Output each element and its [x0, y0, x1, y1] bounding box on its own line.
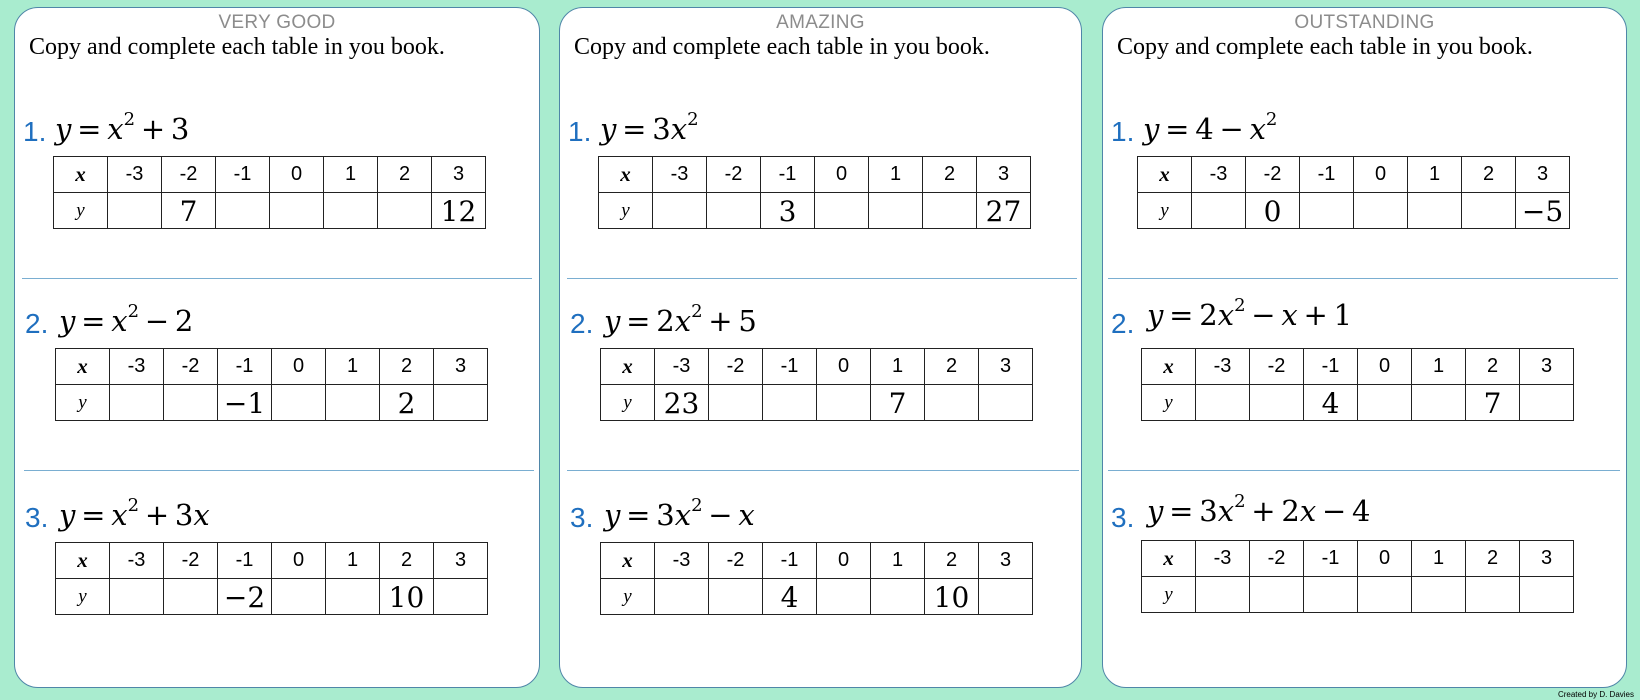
question-number: 2. [1111, 308, 1135, 339]
question-number: 3. [25, 502, 49, 533]
y-value-cell [378, 193, 432, 229]
y-value-cell [1304, 577, 1358, 613]
y-header: y [601, 579, 655, 615]
x-value-cell: 3 [979, 349, 1033, 385]
x-value-cell: 1 [324, 157, 378, 193]
x-value-cell: -2 [1250, 349, 1304, 385]
y-value-cell [709, 385, 763, 421]
x-value-cell: -3 [1192, 157, 1246, 193]
x-value-cell: -1 [761, 157, 815, 193]
question-number: 1. [23, 116, 47, 147]
x-value-cell: -3 [1196, 541, 1250, 577]
y-value-cell [1462, 193, 1516, 229]
question-number: 1. [568, 116, 592, 147]
x-value-cell: 2 [925, 543, 979, 579]
y-value-cell [1520, 577, 1574, 613]
x-value-cell: -3 [653, 157, 707, 193]
x-value-cell: -3 [110, 543, 164, 579]
x-value-cell: 0 [815, 157, 869, 193]
panel-title: AMAZING [776, 12, 865, 33]
y-value-cell [434, 579, 488, 615]
y-row [601, 385, 1033, 421]
x-value-cell: -2 [164, 543, 218, 579]
x-value-cell: 2 [380, 349, 434, 385]
x-header: x [1142, 541, 1196, 577]
y-value-cell [1250, 385, 1304, 421]
x-value-cell: -1 [763, 349, 817, 385]
y-value-cell [653, 193, 707, 229]
values-table [1137, 156, 1570, 229]
x-row [1142, 541, 1574, 577]
x-value-cell: 2 [1466, 541, 1520, 577]
y-value-cell: −1 [218, 385, 272, 421]
equation: y = $3x^2$ + 2x − 4 [1147, 491, 1371, 528]
y-header: y [1142, 577, 1196, 613]
x-row [1142, 349, 1574, 385]
y-value-cell [815, 193, 869, 229]
x-value-cell: 0 [270, 157, 324, 193]
divider [24, 470, 534, 471]
x-header: x [1138, 157, 1192, 193]
x-value-cell: 3 [1520, 349, 1574, 385]
y-value-cell [1358, 385, 1412, 421]
y-value-cell [817, 579, 871, 615]
y-header: y [54, 193, 108, 229]
x-value-cell: 0 [1358, 349, 1412, 385]
x-row [599, 157, 1031, 193]
y-value-cell: 7 [871, 385, 925, 421]
y-value-cell: 10 [925, 579, 979, 615]
y-value-cell [1192, 193, 1246, 229]
x-value-cell: -1 [218, 349, 272, 385]
values-table [598, 156, 1031, 229]
x-value-cell: 2 [1462, 157, 1516, 193]
x-value-cell: 3 [1520, 541, 1574, 577]
x-header: x [601, 349, 655, 385]
instruction-text: Copy and complete each table in you book. [29, 34, 445, 60]
y-value-cell [979, 385, 1033, 421]
equation: y = $x^2$ + 3 [55, 109, 190, 146]
y-row [1142, 577, 1574, 613]
y-value-cell: 0 [1246, 193, 1300, 229]
values-table [1141, 540, 1574, 613]
x-header: x [56, 349, 110, 385]
x-value-cell: 3 [432, 157, 486, 193]
y-value-cell: 4 [763, 579, 817, 615]
x-row [1138, 157, 1570, 193]
equation: y = $2x^2$ + 5 [604, 301, 757, 338]
x-value-cell: 1 [326, 543, 380, 579]
panel-very-good [14, 7, 540, 688]
y-value-cell [709, 579, 763, 615]
y-value-cell [871, 579, 925, 615]
x-value-cell: 2 [1466, 349, 1520, 385]
y-value-cell: 2 [380, 385, 434, 421]
question-number: 3. [1111, 502, 1135, 533]
values-table [600, 348, 1033, 421]
y-value-cell: 10 [380, 579, 434, 615]
y-value-cell [1300, 193, 1354, 229]
y-value-cell [110, 579, 164, 615]
x-value-cell: 0 [817, 543, 871, 579]
x-header: x [601, 543, 655, 579]
y-value-cell: 4 [1304, 385, 1358, 421]
question-number: 2. [570, 308, 594, 339]
y-value-cell: 23 [655, 385, 709, 421]
equation: y = $3x^2$ − x [604, 495, 755, 532]
y-row [599, 193, 1031, 229]
x-value-cell: 1 [871, 543, 925, 579]
y-value-cell [272, 579, 326, 615]
x-value-cell: -1 [216, 157, 270, 193]
y-header: y [601, 385, 655, 421]
divider [1108, 470, 1620, 471]
x-header: x [599, 157, 653, 193]
x-value-cell: 1 [1412, 349, 1466, 385]
equation: y = $x^2$ + 3x [59, 495, 210, 532]
x-row [56, 349, 488, 385]
x-row [56, 543, 488, 579]
values-table [1141, 348, 1574, 421]
x-row [601, 543, 1033, 579]
x-value-cell: -3 [655, 349, 709, 385]
x-value-cell: -1 [1304, 541, 1358, 577]
y-value-cell [1412, 385, 1466, 421]
panel-title: OUTSTANDING [1294, 12, 1435, 33]
y-value-cell [923, 193, 977, 229]
y-header: y [56, 579, 110, 615]
y-row [601, 579, 1033, 615]
y-value-cell [1196, 385, 1250, 421]
x-value-cell: -2 [164, 349, 218, 385]
y-value-cell [1412, 577, 1466, 613]
x-row [601, 349, 1033, 385]
y-value-cell [763, 385, 817, 421]
x-value-cell: -2 [707, 157, 761, 193]
x-value-cell: -3 [655, 543, 709, 579]
y-value-cell [1354, 193, 1408, 229]
y-row [56, 385, 488, 421]
x-value-cell: 2 [925, 349, 979, 385]
y-value-cell [979, 579, 1033, 615]
question-number: 1. [1111, 116, 1135, 147]
x-value-cell: -2 [709, 349, 763, 385]
y-value-cell [869, 193, 923, 229]
x-value-cell: -2 [162, 157, 216, 193]
x-value-cell: 0 [1358, 541, 1412, 577]
y-value-cell [216, 193, 270, 229]
y-value-cell [272, 385, 326, 421]
y-value-cell [434, 385, 488, 421]
x-value-cell: 0 [1354, 157, 1408, 193]
divider [567, 470, 1079, 471]
x-value-cell: -3 [110, 349, 164, 385]
y-value-cell [1250, 577, 1304, 613]
y-row [1142, 385, 1574, 421]
values-table [55, 348, 488, 421]
y-row [56, 579, 488, 615]
y-value-cell: −5 [1516, 193, 1570, 229]
x-value-cell: -1 [1300, 157, 1354, 193]
x-value-cell: -1 [763, 543, 817, 579]
x-value-cell: -1 [218, 543, 272, 579]
equation: y = $2x^2$ − x + 1 [1147, 295, 1353, 332]
y-header: y [56, 385, 110, 421]
y-value-cell: 12 [432, 193, 486, 229]
y-value-cell [326, 579, 380, 615]
credit-text: Created by D. Davies [1557, 690, 1634, 699]
divider [22, 278, 532, 279]
x-value-cell: 3 [434, 543, 488, 579]
x-value-cell: -2 [1246, 157, 1300, 193]
values-table [55, 542, 488, 615]
y-value-cell: 3 [761, 193, 815, 229]
x-value-cell: 3 [1516, 157, 1570, 193]
x-value-cell: -3 [108, 157, 162, 193]
y-value-cell [1358, 577, 1412, 613]
question-number: 3. [570, 502, 594, 533]
question-number: 2. [25, 308, 49, 339]
x-value-cell: 1 [1408, 157, 1462, 193]
instruction-text: Copy and complete each table in you book. [574, 34, 990, 60]
x-value-cell: 1 [1412, 541, 1466, 577]
y-value-cell [108, 193, 162, 229]
y-value-cell [110, 385, 164, 421]
panel-title: VERY GOOD [218, 12, 336, 33]
x-header: x [54, 157, 108, 193]
equation: y = 4 − $x^2$ [1143, 109, 1278, 146]
y-header: y [1142, 385, 1196, 421]
y-value-cell [1466, 577, 1520, 613]
y-value-cell [1196, 577, 1250, 613]
x-value-cell: 3 [979, 543, 1033, 579]
x-row [54, 157, 486, 193]
x-header: x [1142, 349, 1196, 385]
values-table [53, 156, 486, 229]
panel-amazing [559, 7, 1082, 688]
x-value-cell: 3 [434, 349, 488, 385]
equation: y = $x^2$ − 2 [59, 301, 194, 338]
divider [567, 278, 1077, 279]
y-value-cell: 27 [977, 193, 1031, 229]
x-value-cell: -2 [709, 543, 763, 579]
x-value-cell: 1 [871, 349, 925, 385]
y-value-cell [655, 579, 709, 615]
y-value-cell [925, 385, 979, 421]
question-3 [1103, 491, 1626, 692]
question-3 [560, 495, 1081, 692]
x-value-cell: -1 [1304, 349, 1358, 385]
x-value-cell: 0 [272, 349, 326, 385]
equation: y = $3x^2$ [600, 109, 699, 146]
panel-outstanding [1102, 7, 1627, 688]
y-value-cell [817, 385, 871, 421]
y-value-cell [164, 579, 218, 615]
x-header: x [56, 543, 110, 579]
y-value-cell: 7 [162, 193, 216, 229]
y-value-cell [324, 193, 378, 229]
y-value-cell [326, 385, 380, 421]
y-value-cell [1520, 385, 1574, 421]
y-value-cell: −2 [218, 579, 272, 615]
y-value-cell: 7 [1466, 385, 1520, 421]
question-3 [15, 495, 539, 692]
divider [1108, 278, 1618, 279]
x-value-cell: 3 [977, 157, 1031, 193]
x-value-cell: 2 [923, 157, 977, 193]
y-value-cell [270, 193, 324, 229]
instruction-text: Copy and complete each table in you book. [1117, 34, 1533, 60]
x-value-cell: 0 [817, 349, 871, 385]
y-row [1138, 193, 1570, 229]
y-value-cell [707, 193, 761, 229]
y-header: y [599, 193, 653, 229]
x-value-cell: -3 [1196, 349, 1250, 385]
x-value-cell: 1 [869, 157, 923, 193]
y-value-cell [1408, 193, 1462, 229]
x-value-cell: 2 [378, 157, 432, 193]
y-row [54, 193, 486, 229]
x-value-cell: -2 [1250, 541, 1304, 577]
x-value-cell: 0 [272, 543, 326, 579]
x-value-cell: 1 [326, 349, 380, 385]
x-value-cell: 2 [380, 543, 434, 579]
y-value-cell [164, 385, 218, 421]
y-header: y [1138, 193, 1192, 229]
values-table [600, 542, 1033, 615]
